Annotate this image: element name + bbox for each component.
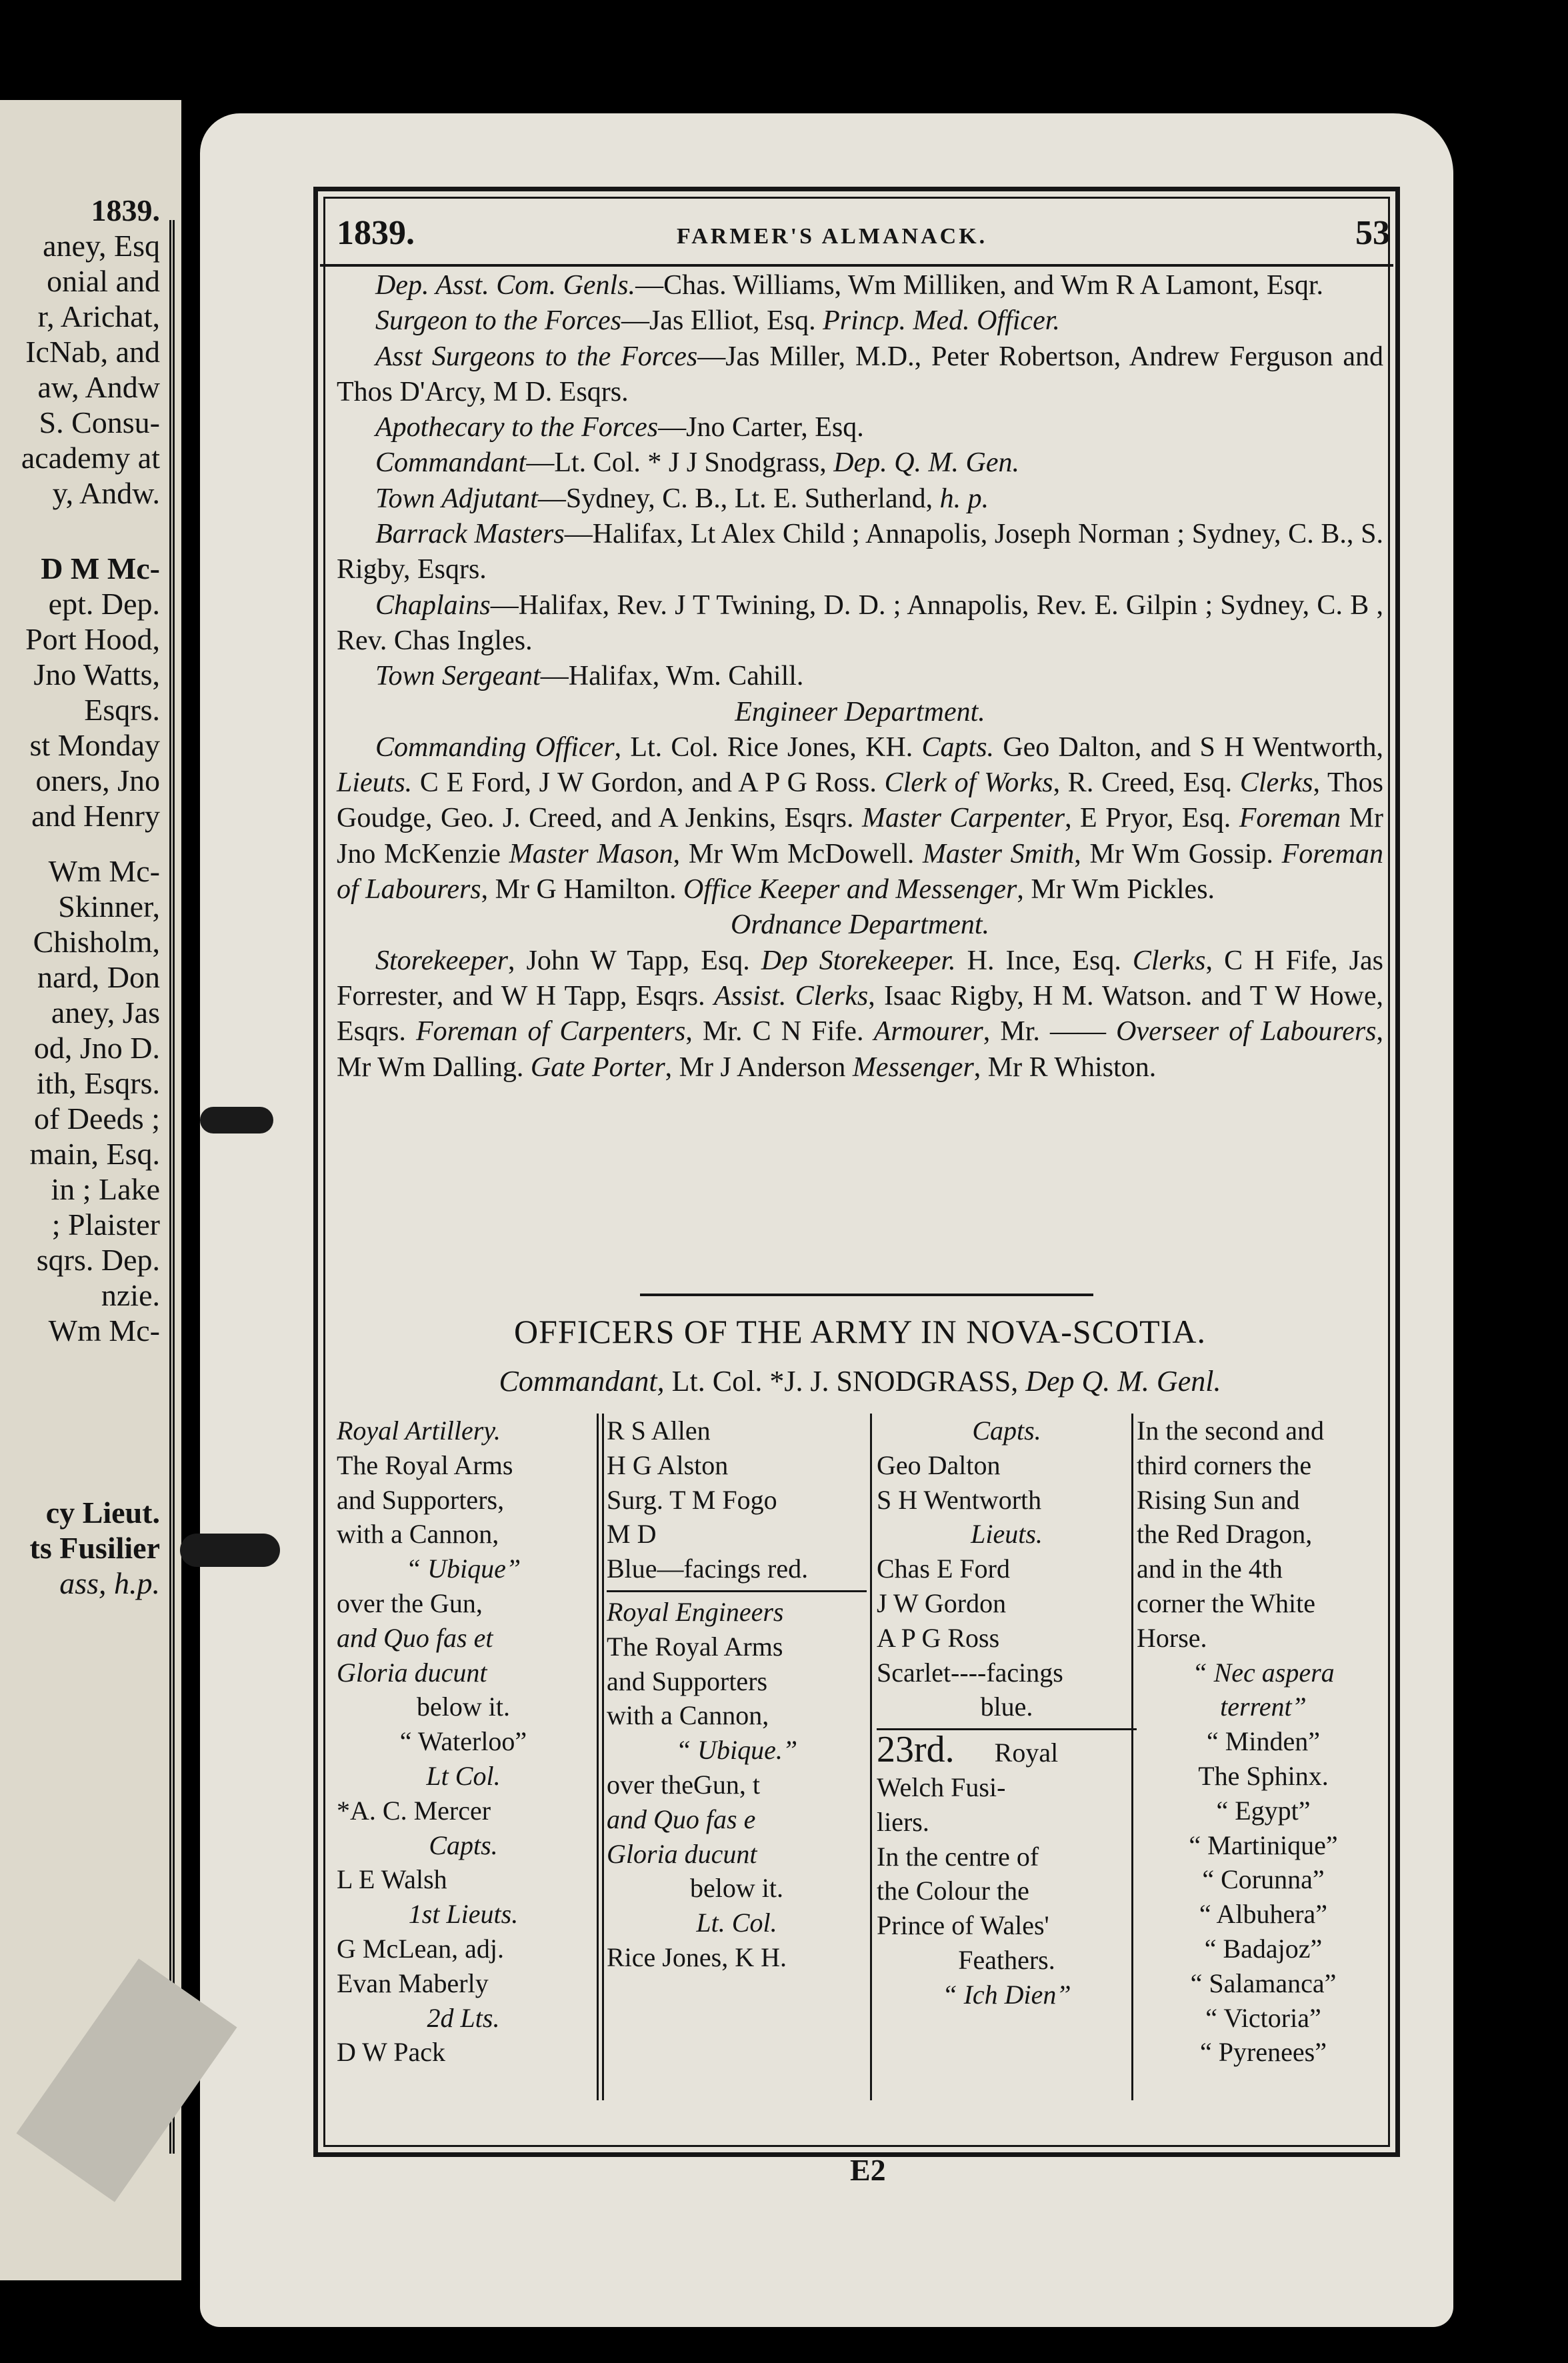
column-line: Rice Jones, K H.: [607, 1942, 787, 1972]
binding-string-top: [200, 1107, 273, 1133]
left-page-line: nzie.: [101, 1278, 160, 1312]
staff-entry: Commanding Officer, Lt. Col. Rice Jones, KH. Capts. Geo Dalton, and S H Wentworth, Lieuts. C E Ford, J W Gordon, and A P G Ross. Clerk of Works, R. Creed, Esq. Clerks, Thos Goudge, Geo. J. Creed, and A Jenkins, Esqrs. Master Carpenter, E Pryor, Esq. Foreman Mr Jno McKenzie Master Mason, Mr Wm McDowell. Master Smith, Mr Wm Gossip. Foreman of Labourers, Mr G Hamilton. Office Keeper and Messenger, Mr Wm Pickles.: [337, 731, 1384, 905]
regiments-table: [337, 1414, 1390, 2100]
left-page-line: Chisholm,: [33, 925, 160, 959]
column-line: The Sphinx.: [1198, 1760, 1329, 1791]
row-rule: [607, 1590, 867, 1592]
signature-mark: E2: [850, 2153, 886, 2187]
left-page-line: aney, Esq: [43, 229, 160, 263]
left-page-line: Esqrs.: [84, 693, 160, 727]
left-page-line: main, Esq.: [29, 1137, 160, 1171]
welch-fusiliers-column: [877, 1414, 1137, 2100]
column-line: with a Cannon,: [337, 1519, 499, 1550]
column-line: “ Victoria”: [1205, 2002, 1321, 2033]
column-line: and Supporters: [607, 1666, 768, 1696]
department-heading: Engineer Department.: [735, 696, 985, 727]
column-line: Gloria ducunt: [337, 1657, 487, 1688]
left-page-line: ts Fusilier: [29, 1531, 160, 1565]
column-line: L E Walsh: [337, 1864, 447, 1895]
column-line: The Royal Arms: [337, 1450, 513, 1480]
left-page-line: sqrs. Dep.: [36, 1243, 160, 1277]
column-line: Rising Sun and: [1137, 1484, 1300, 1515]
column-line: R S Allen: [607, 1416, 711, 1446]
left-page-line: aney, Jas: [51, 995, 160, 1029]
left-page-line: r, Arichat,: [37, 299, 160, 333]
page-header: [337, 213, 1390, 267]
left-page-line: academy at: [21, 441, 160, 475]
staff-entry: Chaplains—Halifax, Rev. J T Twining, D. D. ; Annapolis, Rev. E. Gilpin ; Sydney, C. B , Rev. Chas Ingles.: [337, 589, 1383, 656]
regiment-number: 23rd.: [877, 1729, 955, 1771]
department-heading: Ordnance Department.: [730, 909, 990, 941]
column-line: Lt Col.: [426, 1760, 501, 1791]
left-page-line: ith, Esqrs.: [36, 1066, 160, 1100]
royal-artillery-column: [337, 1414, 590, 2100]
left-page-line: IcNab, and: [25, 335, 160, 369]
left-page-line: ; Plaister: [51, 1208, 160, 1242]
left-page-line: nard, Don: [37, 960, 160, 994]
column-line: terrent”: [1220, 1692, 1307, 1722]
header-rule: [320, 264, 1393, 267]
column-line: Blue—facings red.: [607, 1554, 809, 1584]
column-line: “ Ich Dien”: [942, 1979, 1071, 2010]
staff-entry: Town Adjutant—Sydney, C. B., Lt. E. Sutherland, h. p.: [375, 483, 989, 514]
staff-entry: Barrack Masters—Halifax, Lt Alex Child ; Annapolis, Joseph Norman ; Sydney, C. B., S. Rigby, Esqrs.: [337, 519, 1384, 585]
column-line: Royal Artillery.: [337, 1416, 501, 1446]
left-page-line: 1839.: [91, 193, 160, 227]
column-line: Lt. Col.: [696, 1908, 777, 1938]
column-rule: [1131, 1414, 1133, 2100]
column-line: The Royal Arms: [607, 1631, 783, 1662]
column-line: “ Ubique.”: [675, 1735, 798, 1766]
column-line: “ Waterloo”: [399, 1726, 527, 1757]
left-facing-page: [0, 100, 181, 2280]
column-line: Geo Dalton: [877, 1450, 1001, 1480]
column-line: over theGun, t: [607, 1769, 760, 1800]
column-line: the Red Dragon,: [1137, 1519, 1313, 1550]
column-line: “ Pyrenees”: [1200, 2037, 1327, 2068]
engineers-column: [607, 1414, 867, 2100]
column-rule: [597, 1414, 599, 2100]
column-line: 2d Lts.: [427, 2002, 500, 2033]
left-page-line: D M Mc-: [41, 551, 160, 585]
column-line: D W Pack: [337, 2037, 445, 2068]
column-line: “ Egypt”: [1216, 1795, 1311, 1826]
left-page-line: st Monday: [29, 728, 160, 762]
left-page-line: ept. Dep.: [48, 587, 160, 621]
column-line: Feathers.: [958, 1944, 1055, 1975]
binding-string-bottom: [180, 1534, 280, 1567]
column-line: blue.: [980, 1692, 1033, 1722]
commandant-rank: Dep Q. M. Genl.: [1025, 1365, 1221, 1398]
column-line: Chas E Ford: [877, 1554, 1010, 1584]
column-line: and Supporters,: [337, 1484, 505, 1515]
column-line: In the centre of: [877, 1841, 1039, 1872]
column-line: In the second and: [1137, 1416, 1325, 1446]
left-page-line: Skinner,: [58, 889, 160, 923]
column-line: Evan Maberly: [337, 1968, 489, 1998]
column-rule: [870, 1414, 872, 2100]
column-line: Scarlet----facings: [877, 1657, 1063, 1688]
column-line: liers.: [877, 1806, 929, 1837]
column-line: Surg. T M Fogo: [607, 1484, 777, 1515]
left-page-line: Port Hood,: [25, 622, 160, 656]
column-line: Lieuts.: [971, 1519, 1043, 1550]
commandant-label: Commandant,: [499, 1365, 665, 1398]
header-title: FARMER'S ALMANACK.: [677, 224, 988, 249]
column-line: over the Gun,: [337, 1588, 483, 1618]
left-page-line: onial and: [47, 264, 160, 298]
column-line: “ Badajoz”: [1204, 1933, 1323, 1964]
left-page-line: and Henry: [31, 799, 160, 833]
column-line: below it.: [417, 1692, 510, 1722]
left-page-line: Wm Mc-: [48, 1314, 160, 1348]
column-line: *A. C. Mercer: [337, 1795, 491, 1826]
left-page-line: Wm Mc-: [48, 854, 160, 888]
staff-entry: Apothecary to the Forces—Jno Carter, Esq.: [375, 412, 864, 443]
staff-entry: Dep. Asst. Com. Genls.—Chas. Williams, Wm Milliken, and Wm R A Lamont, Esqr.: [375, 270, 1324, 301]
column-line: M D: [607, 1519, 657, 1550]
column-line: “ Martinique”: [1189, 1830, 1338, 1860]
left-page-frame: [0, 193, 175, 2154]
column-line: the Colour the: [877, 1876, 1029, 1906]
column-line: corner the White: [1137, 1588, 1316, 1618]
section-divider: [640, 1294, 1093, 1296]
left-page-line: oners, Jno: [35, 763, 160, 797]
left-page-line: y, Andw.: [52, 476, 160, 510]
page-number: 53: [1355, 214, 1390, 252]
column-line: “ Salamanca”: [1190, 1968, 1337, 1998]
staff-entry: Asst Surgeons to the Forces—Jas Miller, M.D., Peter Robertson, Andrew Ferguson and Thos D'Arcy, M D. Esqrs.: [337, 341, 1383, 407]
column-line: 1st Lieuts.: [408, 1899, 519, 1930]
left-page-line: in ; Lake: [51, 1172, 160, 1206]
column-line: Welch Fusi-: [877, 1772, 1006, 1802]
left-page-line: od, Jno D.: [33, 1031, 160, 1065]
column-line: “ Corunna”: [1202, 1864, 1325, 1895]
staff-entry: Surgeon to the Forces—Jas Elliot, Esq. Princp. Med. Officer.: [375, 305, 1060, 337]
column-line: Capts.: [429, 1830, 498, 1860]
column-line: and Quo fas et: [337, 1622, 493, 1653]
staff-entry: Town Sergeant—Halifax, Wm. Cahill.: [375, 661, 804, 692]
column-line: H G Alston: [607, 1450, 729, 1480]
column-line: “ Minden”: [1207, 1726, 1320, 1757]
column-line: S H Wentworth: [877, 1484, 1042, 1515]
column-line: A P G Ross: [877, 1622, 1000, 1653]
column-line: Gloria ducunt: [607, 1838, 757, 1869]
column-line: and Quo fas e: [607, 1804, 756, 1834]
honours-column: [1137, 1414, 1390, 2100]
left-page-line: ass, h.p.: [59, 1566, 160, 1600]
column-line: “ Nec aspera: [1192, 1657, 1335, 1688]
column-line: “ Ubique”: [405, 1554, 521, 1584]
staff-entry: Storekeeper, John W Tapp, Esq. Dep Storekeeper. H. Ince, Esq. Clerks, C H Fife, Jas Forrester, and W H Tapp, Esqrs. Assist. Clerks, Isaac Rigby, H M. Watson. and T W Howe, Esqrs. Foreman of Carpenters, Mr. C N Fife. Armourer, Mr. —— Overseer of Labourers, Mr Wm Dalling. Gate Porter, Mr J Anderson Messenger, Mr R Whiston.: [337, 945, 1384, 1083]
regiment-name: Royal: [994, 1738, 1059, 1768]
column-line: “ Albuhera”: [1199, 1899, 1328, 1930]
column-line: and in the 4th: [1137, 1554, 1283, 1584]
column-line: Royal Engineers: [607, 1596, 784, 1627]
column-rule: [602, 1414, 604, 2100]
left-page-line: cy Lieut.: [45, 1496, 160, 1530]
left-page-line: of Deeds ;: [33, 1101, 160, 1135]
column-line: Prince of Wales': [877, 1910, 1049, 1941]
commandant-name: Lt. Col. *J. J. SNODGRASS,: [671, 1365, 1019, 1398]
left-page-line: Jno Watts,: [33, 657, 160, 691]
column-line: Horse.: [1137, 1622, 1207, 1653]
column-line: third corners the: [1137, 1450, 1312, 1480]
staff-entry: Commandant—Lt. Col. * J J Snodgrass, Dep. Q. M. Gen.: [375, 447, 1019, 479]
column-line: Capts.: [972, 1416, 1041, 1446]
staff-listing: [337, 268, 1383, 1085]
left-page-line: S. Consu-: [39, 405, 160, 439]
header-year: 1839.: [337, 214, 415, 252]
officers-heading: OFFICERS OF THE ARMY IN NOVA-SCOTIA.: [513, 1313, 1206, 1350]
column-line: below it.: [690, 1873, 783, 1904]
column-line: with a Cannon,: [607, 1700, 769, 1731]
left-page-line: aw, Andw: [37, 370, 160, 404]
column-line: J W Gordon: [877, 1588, 1007, 1618]
column-line: G McLean, adj.: [337, 1933, 505, 1964]
commandant-line: [337, 1364, 1383, 1398]
